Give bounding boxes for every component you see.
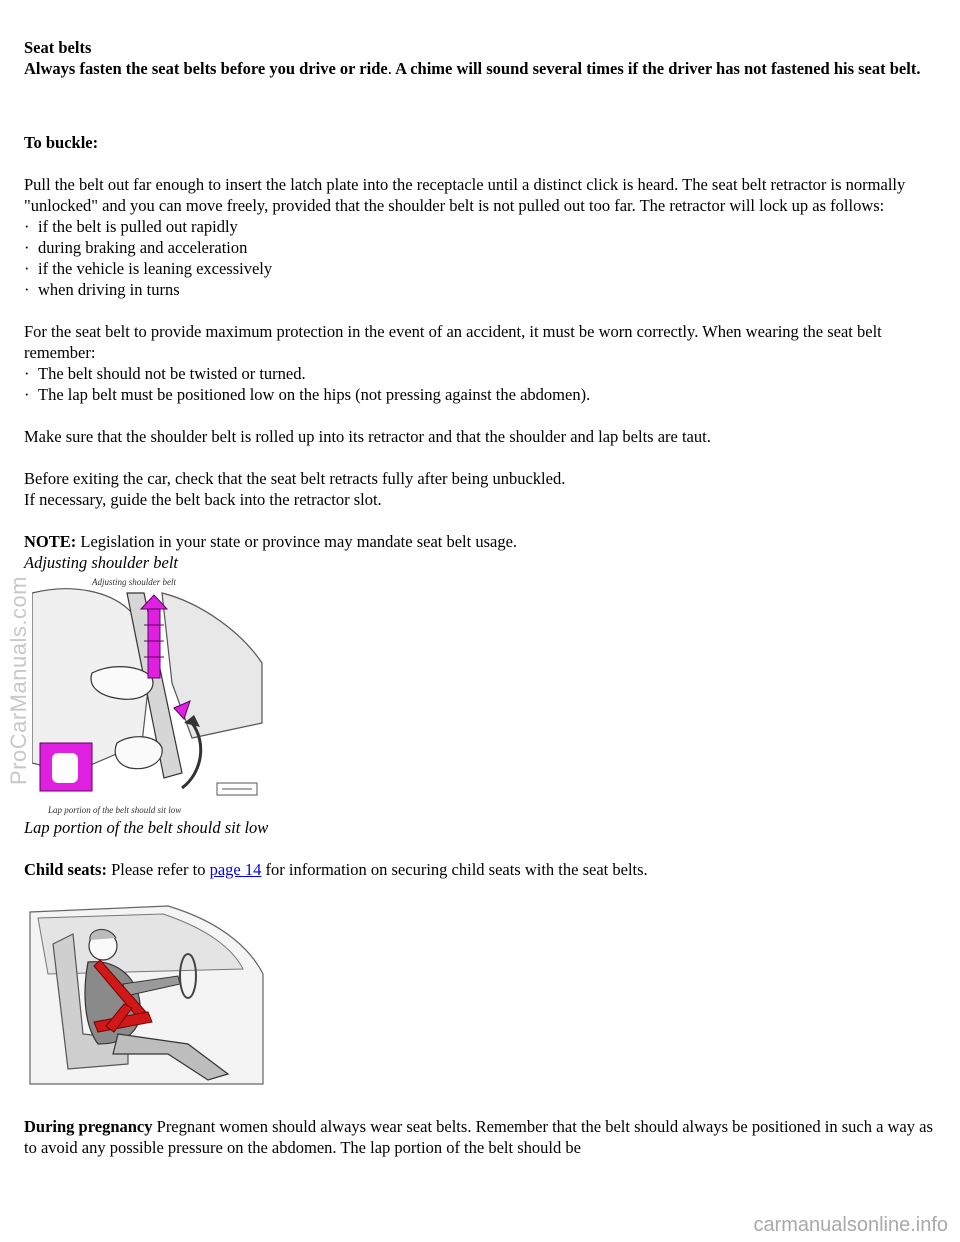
pregnancy-figure (28, 904, 268, 1088)
child-seats: Child seats: Please refer to page 14 for information on securing child seats with the seat belts. (24, 860, 648, 879)
buckle-heading: To buckle: (24, 133, 99, 152)
warning-text: Always fasten the seat belts before you drive or ride. A chime will sound several times if the driver has not fastened his seat belt. (24, 59, 921, 78)
page-14-link[interactable]: page 14 (209, 860, 262, 879)
pregnancy-paragraph: During pregnancy Pregnant women should always wear seat belts. Remember that the belt should always be positioned in such a way as to avoid any possible pressure on the abdomen. The lap portion of the belt should be (24, 1117, 933, 1157)
note: NOTE: Legislation in your state or province may mandate seat belt usage. (24, 532, 518, 551)
pregnancy-illustration (28, 904, 268, 1088)
caption-lap: Lap portion of the belt should sit low (24, 818, 269, 837)
list-item: · The lap belt must be positioned low on the hips (not pressing against the abdomen). (24, 385, 591, 404)
shoulder-belt-figure (32, 573, 272, 817)
list-item: · if the belt is pulled out rapidly (24, 217, 238, 236)
buckle-paragraph: Pull the belt out far enough to insert the latch plate into the receptacle until a distinct click is heard. The seat belt retractor is normally "unlocked" and you can move freely, provided that the shoulder belt is not pulled out too far. The retractor will lock up as follows: (24, 175, 906, 215)
exit-line-2: If necessary, guide the belt back into the retractor slot. (24, 490, 382, 509)
protection-paragraph: For the seat belt to provide maximum protection in the event of an accident, it must be worn correctly. When wearing the seat belt remember: (24, 322, 882, 362)
figure-label-top: Adjusting shoulder belt (92, 577, 176, 587)
shoulder-belt-illustration (32, 573, 272, 817)
list-item: · during braking and acceleration (24, 238, 248, 257)
list-item: · if the vehicle is leaning excessively (24, 259, 273, 278)
exit-line-1: Before exiting the car, check that the seat belt retracts fully after being unbuckled. (24, 469, 566, 488)
section-title: Seat belts (24, 38, 92, 57)
manual-page (24, 0, 936, 1158)
side-watermark: ProCarManuals.com (6, 575, 31, 785)
remember-list (24, 363, 936, 405)
caption-adjust: Adjusting shoulder belt (24, 553, 178, 572)
taut-paragraph: Make sure that the shoulder belt is rolled up into its retractor and that the shoulder and lap belts are taut. (24, 427, 711, 446)
list-item: · The belt should not be twisted or turned. (24, 364, 306, 383)
lock-list (24, 216, 936, 300)
list-item: · when driving in turns (24, 280, 180, 299)
figure-label-bottom: Lap portion of the belt should sit low (48, 805, 182, 815)
footer-watermark: carmanualsonline.info (753, 1214, 948, 1236)
